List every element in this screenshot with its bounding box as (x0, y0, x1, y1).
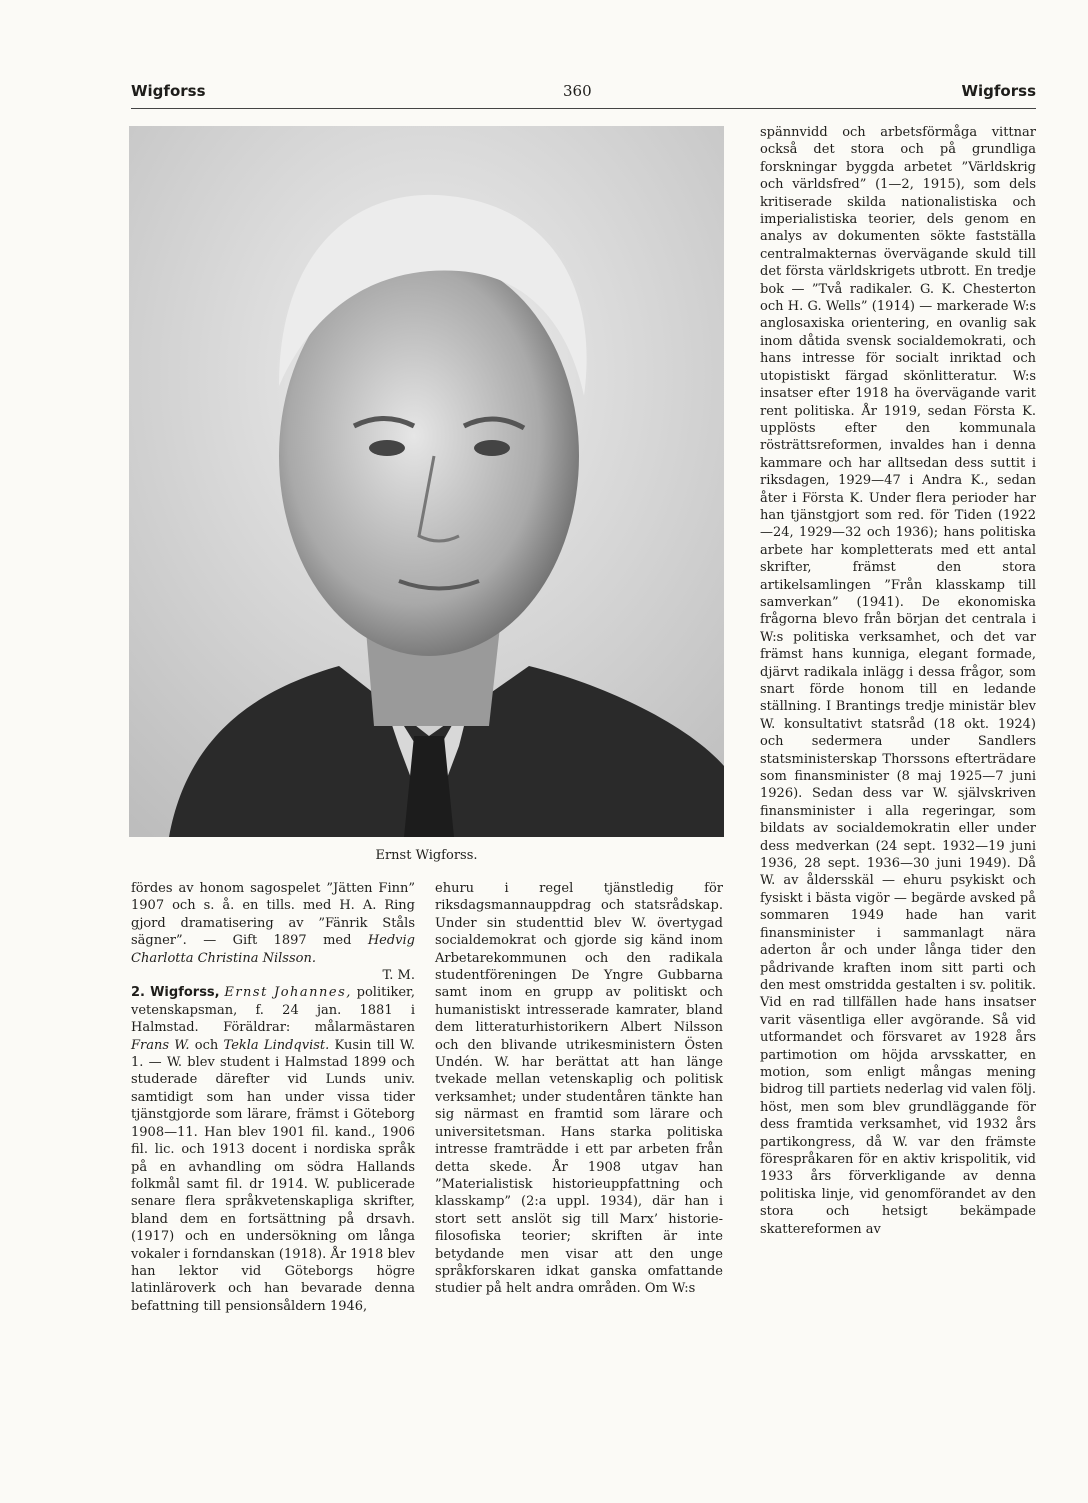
entry-2-given-names: Ernst Johannes, (224, 985, 352, 1001)
text-column-1 (131, 880, 415, 1315)
photo-caption: Ernst Wigforss. (375, 848, 478, 863)
portrait-illustration (129, 126, 724, 837)
entry-1-paragraph (131, 880, 415, 967)
entry-2-text-col3: spännvidd och arbetsförmåga vittnar också det stora och på grundliga forskningar byggda arbetet ”Världskrig och världsfred” (1—2, 1915), som dels kritiserade skilda nationalistiska och imperialistiska teorier, dels genom en analys av dokumenten sökte fastställa centralmakternas övervägande skuld till det första världskrigets utbrott. En tredje bok — ”Två radikaler. G. K. Chesterton och H. G. Wells” (1914) — markerade W:s anglosaxiska orientering, en ovanlig sak inom dåtida svensk socialdemokrati, och hans intresse för socialt inriktad och utopistiskt färgad skönlitteratur. W:s insatser efter 1918 ha övervägande varit rent politiska. År 1919, sedan Första K. upplösts efter den kommunala rösträttsreformen, invaldes han i denna kammare och har alltsedan dess suttit i riksdagen, 1929—47 i Andra K., sedan åter i Första K. Under flera perioder har han tjänstgjort som red. för Tiden (1922—24, 1929—32 och 1936); hans politiska arbete har kompletterats med ett antal skrifter, främst den stora artikelsamlingen ”Från klasskamp till samverkan” (1941). De ekonomiska frågorna blevo från början det centrala i W:s politiska verksamhet, och det var främst hans kunniga, elegant formade, djärvt radikala inlägg i dessa frågor, som snart förde honom till en ledande ställning. I Brantings tredje ministär blev W. konsultativt statsråd (18 okt. 1924) och sedermera under Sandlers statsministerskap Thorssons efterträdare som finansminister (8 maj 1925—7 juni 1926). Sedan dess var W. självskriven finansminister i alla regeringar, som bildats av socialdemokratin eller under dess medverkan (24 sept. 1932—19 juni 1936, 28 sept. 1936—30 juni 1949). Då W. av åldersskäl — ehuru psykiskt och fysiskt i bästa vigör — begärde avsked på sommaren 1949 hade han varit finansminister i sammanlagt nära aderton år och under långa tider den pådrivande kraften inom sitt parti och den mest omstridda gestalten i sv. politik. Vid en rad tillfällen hade hans insatser varit väsentliga eller avgörande. Så vid utformandet och försvaret av 1928 års partimotion om höjda arvsskatter, en motion, som enligt mångas mening bidrog till partiets nederlag vid valen följ. höst, men som blev grundläggande för dess framtida verksamhet, vid 1932 års partikongress, då W. var den främste förespråkaren för en aktiv krispolitik, vid 1933 års förverkligande av denna politiska linje, vid genomförandet av den stora och hetsigt bekämpade skattereformen av (760, 125, 1036, 1237)
portrait-photo (129, 126, 724, 837)
text-column-3 (760, 124, 1036, 1238)
text-column-2 (435, 880, 723, 1298)
entry-1-text: fördes av honom sagospelet ”Jätten Finn” 1907 och s. å. en tills. med H. A. Ring gjord dramatisering av ”Fänrik Ståls sägner”. — Gift 1897 med (131, 881, 415, 949)
entry-2-headword: 2. Wigforss, (131, 985, 220, 1001)
entry-2-text-col1: Kusin till W. 1. — W. blev student i Halmstad 1899 och studerade därefter vid Lunds univ. samtidigt som han under vissa tider tjänstgjorde som lärare, främst i Göteborg 1908—11. Han blev 1901 fil. kand., 1906 fil. lic. och 1913 docent i nordiska språk på en avhandling om södra Hallands folkmål samt fil. dr 1914. W. publicerade senare flera språkvetenskapliga skrifter, bland dem en fortsättning på drsavh. (1917) och en undersökning om långa vokaler i forndanskan (1918). År 1918 blev han lektor vid Göteborgs högre latinläroverk och han bevarade denna befattning till pensionsåldern 1946, (131, 1037, 415, 1314)
header-left-keyword: Wigforss (131, 82, 206, 100)
entry-2-text-col2: ehuru i regel tjänstledig för riksdagsmannauppdrag och statsrådskap. Under sin studenttid blev W. övertygad socialdemokrat och gjorde sig känd inom Arbetarekommunen och den radikala studentföreningen De Yngre Gubbarna samt inom en grupp av politiskt och humanistiskt intresserade kamrater, bland dem litteraturhistorikern Albert Nilsson och den blivande utrikesministern Östen Undén. W. har berättat att han länge tvekade mellan vetenskaplig och politisk verksamhet; under studentåren tänkte han sig närmast en framtid som lärare och universitetsman. Hans starka politiska intresse framträdde i ett par arbeten från detta skede. År 1908 utgav han ”Materialistisk historieuppfattning och klasskamp” (2:a uppl. 1934), där han i stort sett anslöt sig till Marx’ historie-filosofiska teorier; skriften är inte betydande men visar att den unge språkforskaren idkat ganska omfattande studier på helt andra områden. Om W:s (435, 881, 723, 1297)
page-number: 360 (563, 82, 592, 100)
running-header (131, 80, 1036, 106)
mother-name: Tekla Lindqvist. (223, 1037, 330, 1053)
conjunction: och (189, 1037, 224, 1053)
entry-2-paragraph (131, 984, 415, 1315)
entry-1-signature: T. M. (382, 968, 415, 984)
header-rule (131, 108, 1036, 109)
spouse-name: Hedvig Charlotta Christina Nilsson. (131, 933, 415, 966)
father-name: Frans W. (131, 1037, 190, 1053)
entry-2-intro: politiker, vetenskapsman, f. 24 jan. 1881 i Halmstad. Föräldrar: målarmästaren (131, 985, 415, 1036)
header-right-keyword: Wigforss (961, 82, 1036, 100)
